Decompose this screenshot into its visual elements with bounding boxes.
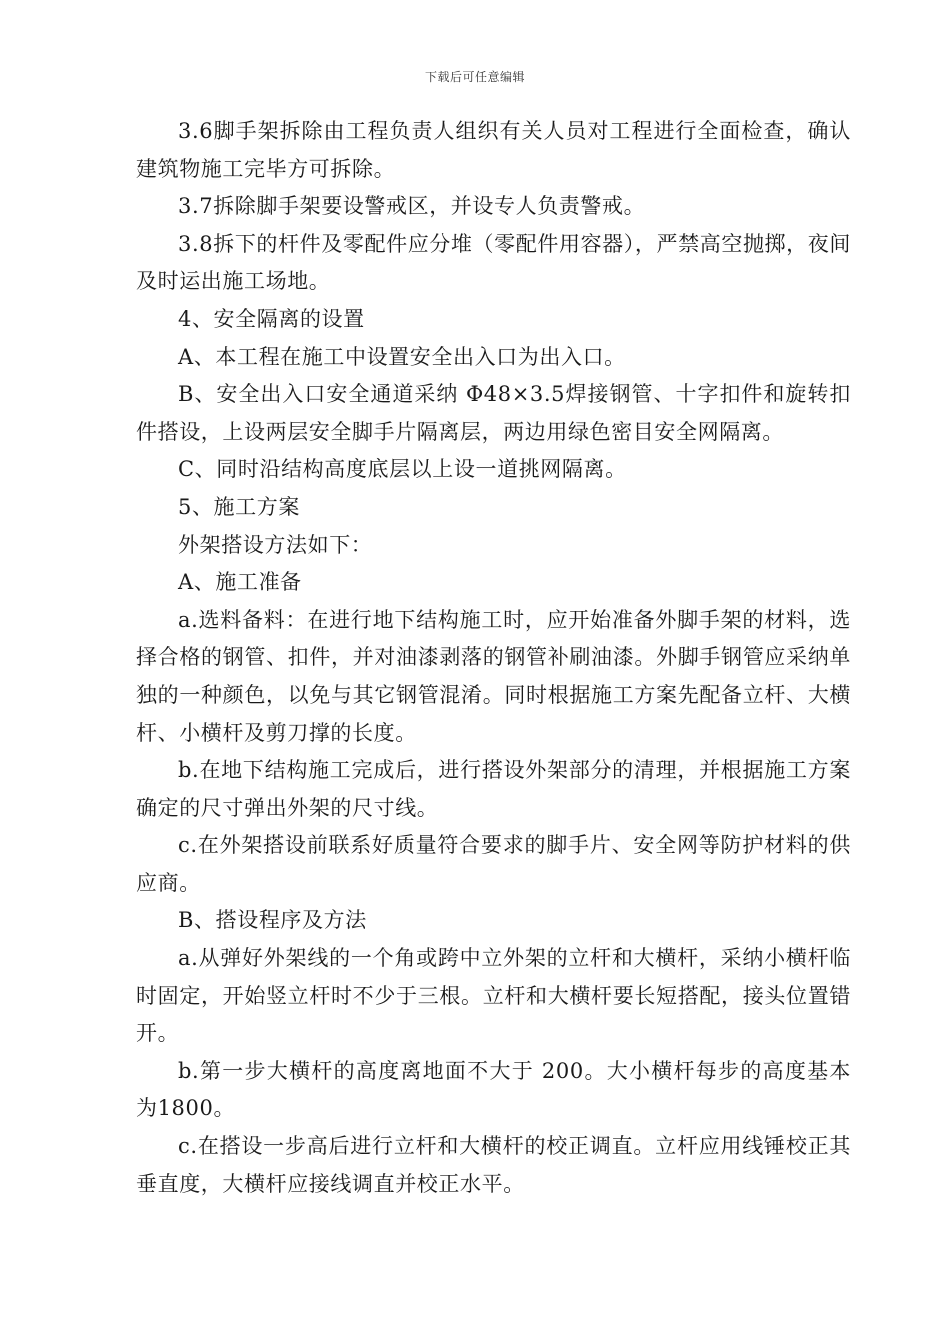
- document-body: [136, 113, 851, 1203]
- subheading-b-procedure: B、搭设程序及方法: [178, 908, 367, 933]
- paragraph-b-a: a.从弹好外架线的一个角或跨中立外架的立杆和大横杆，采纳小横杆临时固定，开始竖立杆时不少于三根。立杆和大横杆要长短搭配，接头位置错开。: [136, 946, 851, 1046]
- paragraph-3-7: 3.7拆除脚手架要设警戒区，并设专人负责警戒。: [178, 194, 646, 219]
- subheading-a-preparation: A、施工准备: [178, 570, 302, 595]
- paragraph-a-a: a.选料备料：在进行地下结构施工时，应开始准备外脚手架的材料，选择合格的钢管、扣件，并对油漆剥落的钢管补刷油漆。外脚手钢管应采纳单独的一种颜色，以免与其它钢管混淆。同时根据施工方案先配备立杆、大横杆、小横杆及剪刀撑的长度。: [136, 607, 851, 745]
- paragraph-4-a: A、本工程在施工中设置安全出入口为出入口。: [178, 344, 626, 369]
- section-heading-4: 4、安全隔离的设置: [178, 306, 365, 331]
- paragraph-4-b: B、安全出入口安全通道采纳 Φ48×3.5焊接钢管、十字扣件和旋转扣件搭设，上设两层安全脚手片隔离层，两边用绿色密目安全网隔离。: [136, 382, 851, 444]
- paragraph-a-c: c.在外架搭设前联系好质量符合要求的脚手片、安全网等防护材料的供应商。: [136, 833, 851, 895]
- paragraph-3-6: 3.6脚手架拆除由工程负责人组织有关人员对工程进行全面检查，确认建筑物施工完毕方可拆除。: [136, 119, 851, 181]
- paragraph-method-intro: 外架搭设方法如下：: [178, 532, 373, 557]
- paragraph-b-b: b.第一步大横杆的高度离地面不大于 200。大小横杆每步的高度基本为1800。: [136, 1058, 851, 1121]
- paragraph-b-c: c.在搭设一步高后进行立杆和大横杆的校正调直。立杆应用线锤校正其垂直度，大横杆应接线调直并校正水平。: [136, 1134, 851, 1196]
- section-heading-5: 5、施工方案: [178, 494, 300, 519]
- paragraph-3-8: 3.8拆下的杆件及零配件应分堆（零配件用容器），严禁高空抛掷，夜间及时运出施工场地。: [136, 231, 851, 294]
- header-note: 下载后可任意编辑: [424, 70, 525, 84]
- paragraph-4-c: C、同时沿结构高度底层以上设一道挑网隔离。: [178, 457, 627, 482]
- paragraph-a-b: b.在地下结构施工完成后，进行搭设外架部分的清理，并根据施工方案确定的尺寸弹出外架的尺寸线。: [136, 758, 851, 820]
